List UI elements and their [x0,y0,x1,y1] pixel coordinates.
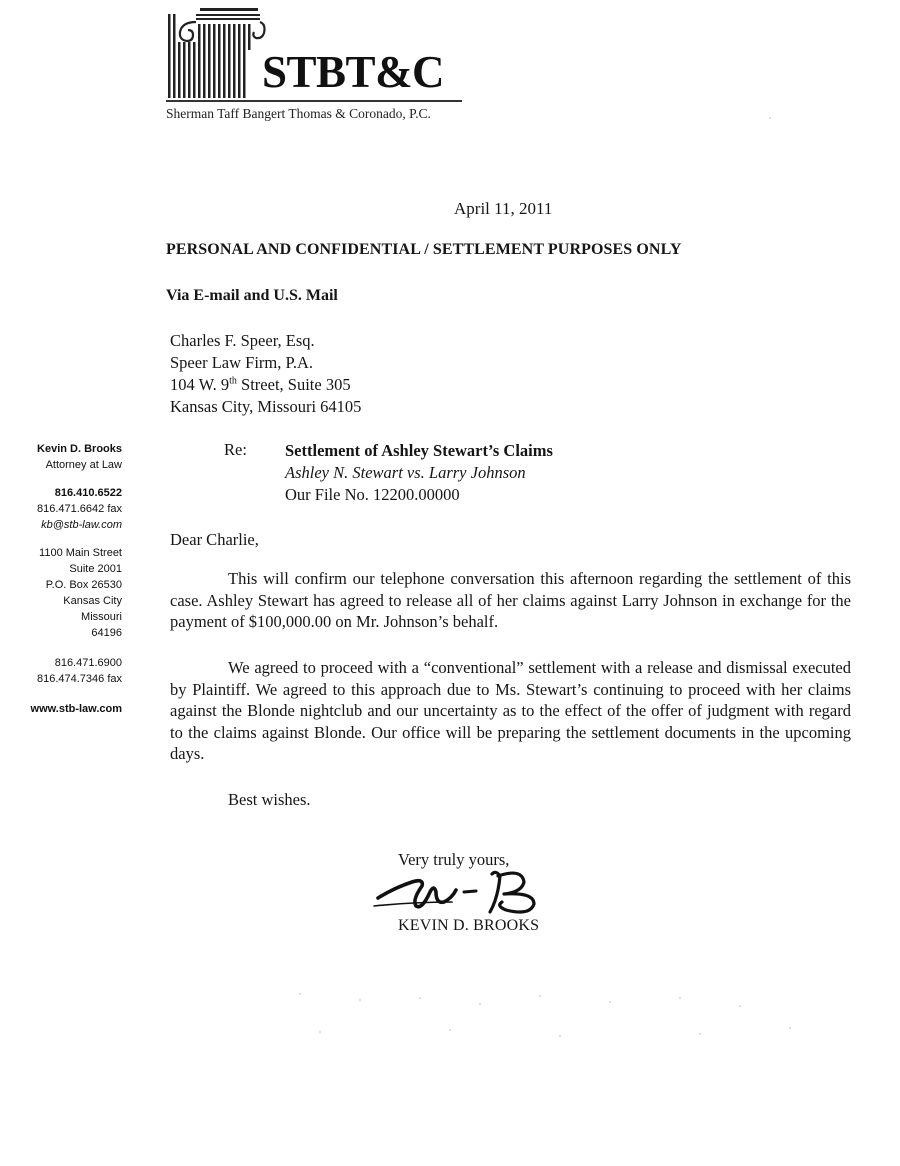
re-case: Ashley N. Stewart vs. Larry Johnson [285,463,526,482]
signer-name: KEVIN D. BROOKS [398,917,540,934]
address-line: Kansas City [63,595,122,607]
office-fax: 816.474.7346 fax [36,673,122,685]
office-phone: 816.471.6900 [54,657,122,669]
firm-abbreviation: STBT&C [262,47,445,97]
re-file-number: Our File No. 12200.00000 [285,485,460,504]
re-block [285,440,553,506]
confidentiality-heading: PERSONAL AND CONFIDENTIAL / SETTLEMENT PURPOSES ONLY [166,241,682,258]
recipient-name: Charles F. Speer, Esq. [170,331,315,350]
body-paragraph: This will confirm our telephone conversation this afternoon regarding the settlement of this case. Ashley Stewart has agreed to release all of her claims against Larry Johnson in exchange for the payment of $100,000.00 on Mr. Johnson’s behalf. [170,569,851,631]
recipient-street: 104 W. 9th Street, Suite 305 [170,375,351,394]
recipient-city: Kansas City, Missouri 64105 [170,397,362,416]
firm-name: Sherman Taff Bangert Thomas & Coronado, P.C. [166,106,431,121]
letter-date: April 11, 2011 [454,199,553,218]
re-subject: Settlement of Ashley Stewart’s Claims [285,441,553,460]
address-line: 64196 [91,627,122,639]
attorney-title: Attorney at Law [45,459,122,471]
email-link[interactable]: kb@stb-law.com [41,519,122,531]
address-line: Missouri [81,611,122,623]
direct-phone: 816.410.6522 [54,487,122,499]
body-paragraph: We agreed to proceed with a “conventional” settlement with a release and dismissal executed by Plaintiff. We agreed to this approach due to Ms. Stewart’s continuing to proceed with her claims against the Blonde nightclub and our uncertainty as to the effect of the offer of judgment with regard to the claims against Blonde. Our office will be preparing the settlement documents in the upcoming days. [170,658,851,763]
closing-line: Best wishes. [228,790,311,809]
attorney-name: Kevin D. Brooks [37,443,122,455]
attorney-sidebar [8,441,122,717]
delivery-method: Via E-mail and U.S. Mail [166,287,338,304]
salutation: Dear Charlie, [170,530,259,549]
recipient-firm: Speer Law Firm, P.A. [170,353,313,372]
website-link[interactable]: www.stb-law.com [30,703,122,715]
re-label: Re: [224,440,247,459]
column-capital-logo-icon [166,6,266,102]
letterhead-rule [166,100,462,102]
direct-fax: 816.471.6642 fax [36,503,122,515]
valediction: Very truly yours, [398,850,510,869]
recipient-address [170,330,361,418]
address-line: P.O. Box 26530 [45,579,122,591]
address-line: 1100 Main Street [39,547,122,559]
signature-icon [372,862,562,920]
address-line: Suite 2001 [69,563,122,575]
